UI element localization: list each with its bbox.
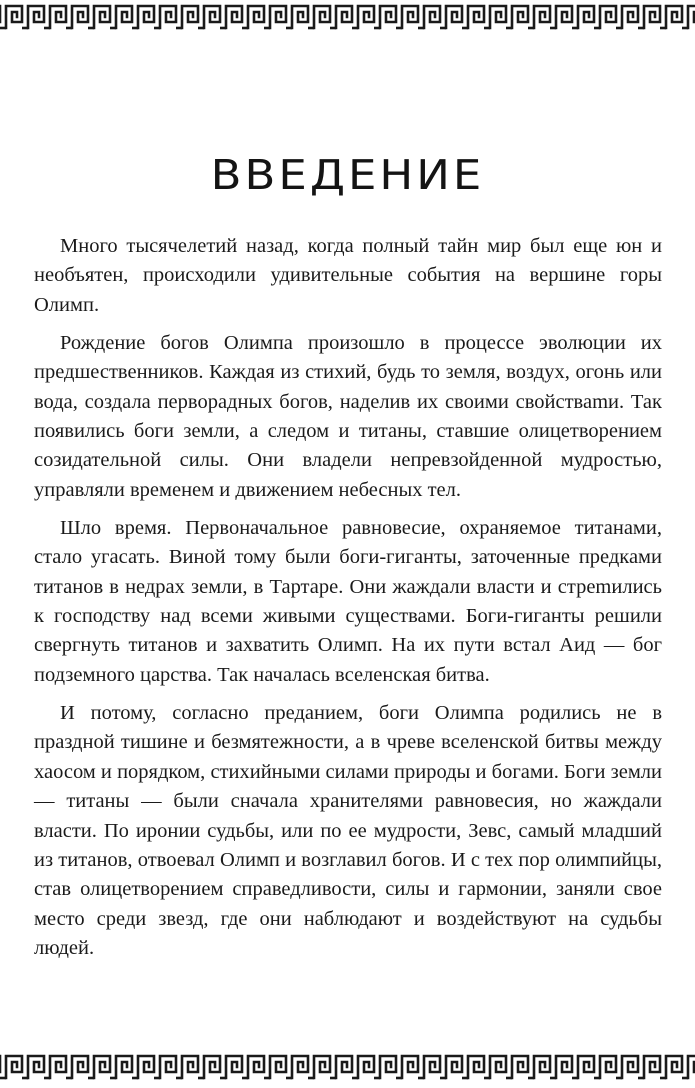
greek-key-border-bottom	[0, 1052, 695, 1082]
paragraph-1: Много тысячелетий назад, когда полный тайн мир был еще юн и необъятен, происходили удивительные события на вершине горы Олимп.	[34, 235, 662, 316]
greek-key-border-top	[0, 2, 695, 32]
body-text	[34, 232, 662, 972]
greek-key-pattern-icon	[0, 1052, 695, 1082]
paragraph-2: Рождение богов Олимпа произошло в процессе эволюции их предшественников. Каждая из стихий, будь то земля, воздух, огонь или вода, создала перворадных богов, наделив их своими свойстваmи. Так появились боги земли, а следом и титаны, ставшие олицетворением созидательной силы. Они владели непревзойденной мудростью, управляли временем и движением небесных тел.	[34, 331, 662, 501]
greek-key-pattern-icon	[0, 2, 695, 32]
paragraph-3: Шло время. Первоначальное равновесие, охраняемое титанами, стало угасать. Виной тому были боги-гиганты, заточенные предками титанов в недрах земли, в Тартаре. Они жаждали власти и стреmились к господству над всеми живыми существами. Боги-гиганты решили свергнуть титанов и захватить Олимп. На их пути встал Аид — бог подземного царства. Так началась вселенская битва.	[34, 516, 662, 686]
page-title: ВВЕДЕНИЕ	[210, 150, 485, 199]
paragraph-4: И потому, согласно преданием, боги Олимпа родились не в праздной тишине и безмятежности, а в чреве вселенской битвы между хаосом и порядком, стихийными силами природы и богами. Боги земли — титаны — были сначала хранителями равновесия, но жаждали власти. По иронии судьбы, или по ее мудрости, Зевс, самый младший из титанов, отвоевал Олимп и возглавил богов. И с тех пор олимпийцы, став олицетворением справедливости, силы и гармонии, заняли свое место среди звезд, где они наблюдают и воздействуют на судьбы людей.	[34, 701, 662, 960]
